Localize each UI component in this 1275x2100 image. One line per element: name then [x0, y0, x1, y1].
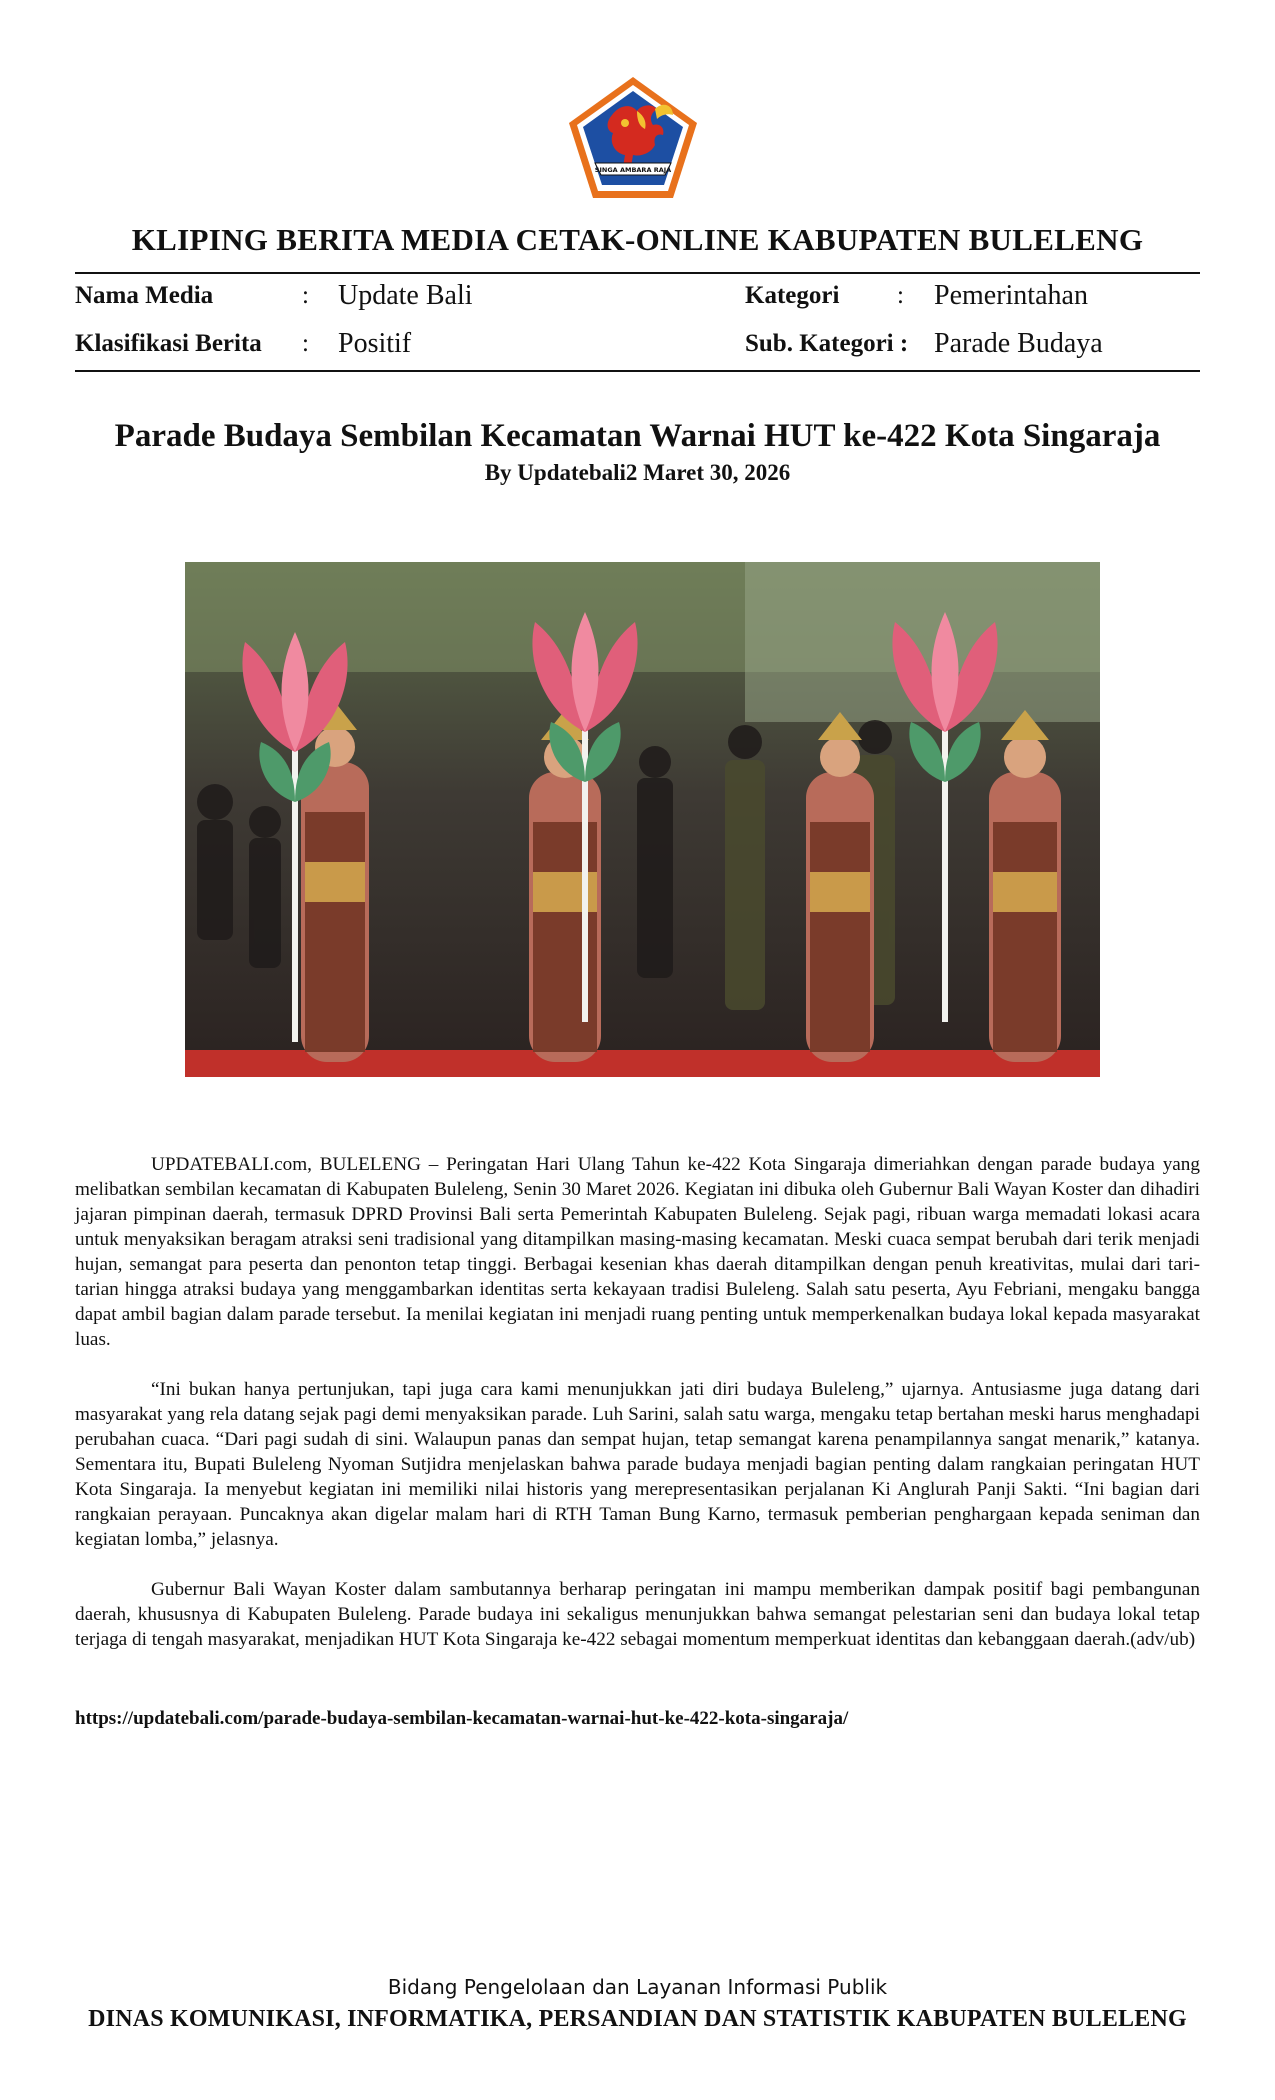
source-url-link[interactable]: https://updatebali.com/parade-budaya-sembilan-kecamatan-warnai-hut-ke-422-kota-singaraja/ — [75, 1708, 849, 1729]
article-paragraph-3: Gubernur Bali Wayan Koster dalam sambutannya berharap peringatan ini mampu memberikan dampak positif bagi pembangunan daerah, khususnya di Kabupaten Buleleng. Parade budaya ini sekaligus menunjukkan bahwa semangat pelestarian seni dan budaya lokal tetap terjaga di tengah masyarakat, menjadikan HUT Kota Singaraja ke-422 sebagai momentum memperkuat identitas dan kebanggaan daerah.(adv/ub) — [75, 1579, 1200, 1650]
category-label: Kategori — [745, 282, 840, 309]
classification-label: Klasifikasi Berita — [75, 330, 262, 357]
article-photo — [185, 562, 1100, 1077]
footer-unit: Bidang Pengelolaan dan Layanan Informasi Publik — [387, 1975, 888, 1999]
media-label: Nama Media — [75, 282, 214, 309]
regency-logo — [567, 75, 699, 200]
classification-value: Positif — [338, 328, 412, 359]
article-title: Parade Budaya Sembilan Kecamatan Warnai HUT ke-422 Kota Singaraja — [114, 418, 1161, 454]
category-value: Pemerintahan — [934, 280, 1088, 311]
article-paragraph-2: “Ini bukan hanya pertunjukan, tapi juga cara kami menunjukkan jati diri budaya Buleleng,” ujarnya. Antusiasme juga datang dari masyarakat yang rela datang sejak pagi demi menyaksikan parade. Luh Sarini, salah satu warga, mengaku tetap bertahan meski harus menghadapi perubahan cuaca. “Dari pagi sudah di sini. Walaupun panas dan sempat hujan, tetap semangat karena penampilannya sangat menarik,” katanya. Sementara itu, Bupati Buleleng Nyoman Sutjidra menjelaskan bahwa parade budaya menjadi bagian penting dalam rangkaian peringatan HUT Kota Singaraja. Ia menyebut kegiatan ini memiliki nilai historis yang merepresentasikan perjalanan Ki Anglurah Panji Sakti. “Ini bagian dari rangkaian perayaan. Puncaknya akan digelar malam hari di RTH Taman Bung Karno, termasuk pemberian penghargaan kepada seniman dan kegiatan lomba,” jelasnya. — [75, 1379, 1200, 1550]
subcategory-value: Parade Budaya — [934, 328, 1103, 359]
article-byline: By Updatebali2 Maret 30, 2026 — [484, 460, 791, 485]
subcategory-label: Sub. Kategori : — [745, 330, 909, 357]
divider-top — [75, 272, 1200, 274]
document-title: KLIPING BERITA MEDIA CETAK-ONLINE KABUPATEN BULELENG — [131, 222, 1144, 257]
parade-dancers-photo — [185, 562, 1100, 1077]
divider-bottom — [75, 370, 1200, 372]
logo-motto: SINGA AMBARA RAJA — [594, 166, 672, 174]
regency-emblem-icon — [567, 75, 699, 200]
classification-colon: : — [302, 330, 309, 357]
category-colon: : — [897, 282, 904, 309]
article-body — [75, 1152, 1200, 1677]
media-value: Update Bali — [338, 280, 473, 311]
article-paragraph-1: UPDATEBALI.com, BULELENG – Peringatan Hari Ulang Tahun ke-422 Kota Singaraja dimeriahkan dengan parade budaya yang melibatkan sembilan kecamatan di Kabupaten Buleleng, Senin 30 Maret 2026. Kegiatan ini dibuka oleh Gubernur Bali Wayan Koster dan dihadiri jajaran pimpinan daerah, termasuk DPRD Provinsi Bali serta Pemerintah Kabupaten Buleleng. Sejak pagi, ribuan warga memadati lokasi acara untuk menyaksikan beragam atraksi seni tradisional yang ditampilkan masing-masing kecamatan. Meski cuaca sempat berubah dari terik menjadi hujan, semangat para peserta dan penonton tetap tinggi. Berbagai kesenian khas daerah ditampilkan dengan penuh kreativitas, mulai dari tari-tarian hingga atraksi budaya yang menggambarkan identitas serta kekayaan tradisi Buleleng. Salah satu peserta, Ayu Febriani, mengaku bangga dapat ambil bagian dalam parade tersebut. Ia menilai kegiatan ini menjadi ruang penting untuk memperkenalkan budaya lokal kepada masyarakat luas. — [75, 1154, 1200, 1350]
media-colon: : — [302, 282, 309, 309]
footer-agency: DINAS KOMUNIKASI, INFORMATIKA, PERSANDIAN DAN STATISTIK KABUPATEN BULELENG — [88, 2006, 1187, 2032]
